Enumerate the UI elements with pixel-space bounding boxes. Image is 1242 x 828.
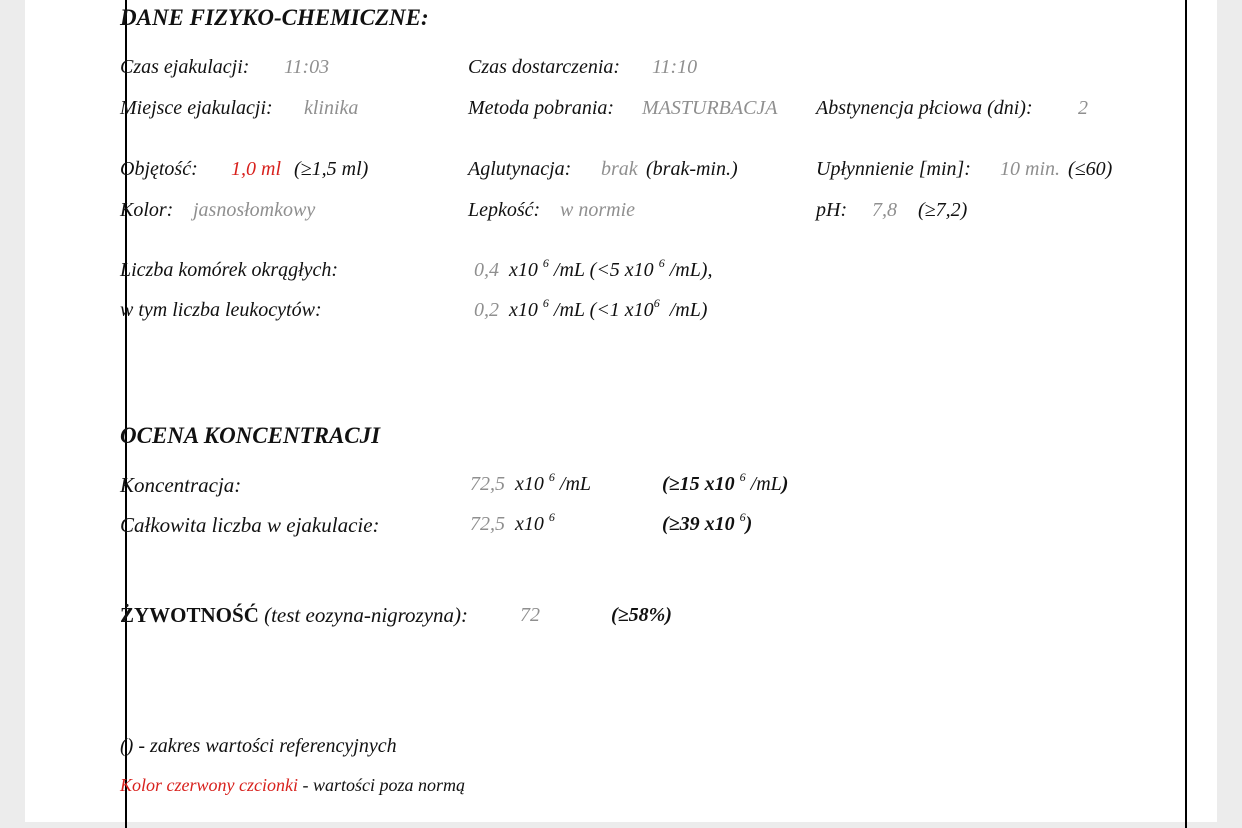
legend-red-text: Kolor czerwony czcionki: [120, 775, 298, 795]
viability-reference: (≥58%): [611, 604, 672, 626]
agglutination-value: brak: [601, 158, 638, 180]
concentration-result: [470, 470, 592, 495]
ejaculation-time-value: 11:03: [284, 56, 330, 78]
ejaculation-time-label: Czas ejakulacji:: [120, 56, 250, 78]
legend-out-of-range: [120, 776, 465, 794]
liquefaction-value: 10 min.: [1000, 158, 1060, 180]
table-frame: [125, 0, 1187, 828]
document-page: [25, 0, 1217, 822]
ejaculation-place-label: Miejsce ejakulacji:: [120, 97, 273, 119]
round-cells-reference-end: /mL),: [669, 259, 713, 281]
total-count-reference-exponent: 6: [739, 510, 746, 524]
liquefaction-reference: (≤60): [1068, 158, 1113, 180]
color-label: Kolor:: [120, 199, 174, 221]
collection-method-label: Metoda pobrania:: [468, 97, 615, 119]
round-cells-unit: x10: [509, 259, 538, 281]
viscosity-label: Lepkość:: [468, 199, 541, 221]
total-count-label: Całkowita liczba w ejakulacie:: [120, 513, 380, 537]
abstinence-label: Abstynencja płciowa (dni):: [816, 97, 1033, 119]
leukocytes-value: 0,2: [474, 299, 499, 321]
concentration-value: 72,5: [470, 473, 505, 495]
section-heading-concentration: OCENA KONCENTRACJI: [120, 423, 381, 448]
legend-reference-range: () - zakres wartości referencyjnych: [120, 735, 397, 757]
total-count-unit: x10: [515, 513, 544, 535]
delivery-time-label: Czas dostarczenia:: [468, 56, 621, 78]
round-cells-reference: /mL (<5 x10: [553, 259, 654, 281]
leukocytes-reference: /mL (<1 x10: [553, 299, 654, 321]
concentration-reference-start: (≥15 x10: [662, 473, 735, 495]
concentration-label: Koncentracja:: [120, 473, 242, 497]
section-heading-physical: DANE FIZYKO-CHEMICZNE:: [120, 5, 429, 30]
leukocytes-exponent: 6: [542, 296, 549, 310]
round-cells-reference-exponent: 6: [658, 256, 665, 270]
ejaculation-place-value: klinika: [304, 97, 359, 119]
concentration-reference-end: ): [781, 473, 789, 495]
leukocytes-result: [474, 296, 708, 321]
viability-label: [120, 605, 468, 626]
total-count-reference: [662, 510, 753, 535]
viscosity-value: w normie: [560, 199, 635, 221]
abstinence-value: 2: [1078, 97, 1088, 119]
round-cells-value: 0,4: [474, 259, 499, 281]
viability-value: 72: [520, 604, 540, 626]
leukocytes-label: w tym liczba leukocytów:: [120, 299, 322, 321]
legend-rest-text: - wartości poza normą: [302, 775, 465, 795]
ph-label: pH:: [816, 199, 848, 221]
delivery-time-value: 11:10: [652, 56, 698, 78]
total-count-reference-end: ): [745, 513, 753, 535]
total-count-exponent: 6: [548, 510, 555, 524]
viability-label-rest: (test eozyna-nigrozyna):: [264, 603, 469, 627]
agglutination-label: Aglutynacja:: [468, 158, 572, 180]
concentration-reference-exponent: 6: [739, 470, 746, 484]
round-cells-exponent: 6: [542, 256, 549, 270]
concentration-reference-unit: /mL: [750, 473, 782, 495]
agglutination-reference: (brak-min.): [646, 158, 738, 180]
concentration-exponent: 6: [548, 470, 555, 484]
collection-method-value: MASTURBACJA: [642, 97, 778, 119]
leukocytes-unit: x10: [509, 299, 538, 321]
volume-reference: (≥1,5 ml): [294, 158, 369, 180]
round-cells-result: [474, 256, 713, 281]
total-count-result: [470, 510, 555, 535]
concentration-unit: x10: [515, 473, 544, 495]
total-count-reference-start: (≥39 x10: [662, 513, 735, 535]
round-cells-label: Liczba komórek okrągłych:: [120, 259, 339, 281]
color-value: jasnosłomkowy: [193, 199, 316, 221]
ph-value: 7,8: [872, 199, 897, 221]
concentration-unit-end: /mL: [559, 473, 592, 495]
viability-label-bold: ŻYWOTNOŚĆ: [120, 603, 259, 627]
volume-value: 1,0 ml: [231, 158, 281, 180]
liquefaction-label: Upłynnienie [min]:: [816, 158, 971, 180]
volume-label: Objętość:: [120, 158, 198, 180]
concentration-reference: [662, 470, 789, 495]
total-count-value: 72,5: [470, 513, 505, 535]
leukocytes-reference-end: /mL): [669, 299, 708, 321]
leukocytes-reference-exponent: 6: [653, 296, 660, 310]
ph-reference: (≥7,2): [918, 199, 968, 221]
